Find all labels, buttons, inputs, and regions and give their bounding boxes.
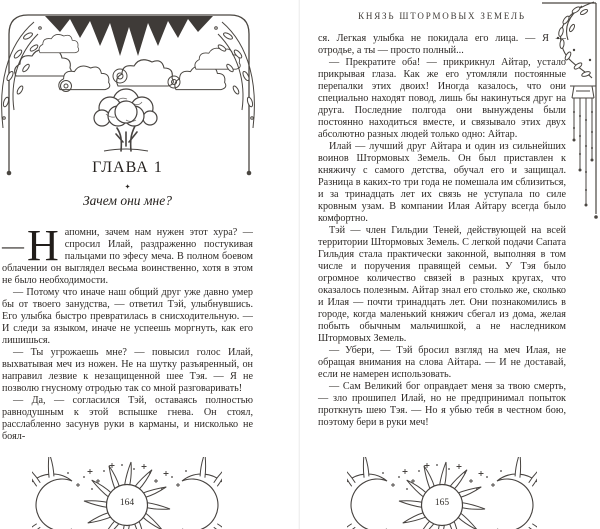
page-text-left: [2, 221, 253, 443]
page-number: 164: [119, 498, 135, 508]
paragraph: — Да, — согласился Тэй, оставаясь полностью равнодушным к этой вспышке гнева. Он стоял, расслабленно засунув руки в карманы, и нисколько не боял-: [2, 395, 253, 442]
page-text-right: [318, 33, 566, 429]
paragraph: — Сам Великий бог оправдает меня за твою смерть, — зло прошипел Илай, но не предпринимал попыток проткнуть шею Тэя. — Но я убью тебя в честном бою, поэтому бери в руки меч!: [318, 381, 566, 428]
diamond-divider-icon: ✦: [124, 183, 131, 191]
drop-cap: [2, 221, 59, 270]
paragraph: — Ты угрожаешь мне? — повысил голос Илай, выхватывая меч из ножен. Не на шутку разъяренный, он направил лезвие к незащищенной шее Тэя. — Я не позволю гнусному отродью так со мной разговаривать!: [2, 347, 253, 394]
paragraph: Илай — лучший друг Айтара и один из сильнейших воинов Штормовых Земель. Он был приставлен к княжичу с самого детства, обучал его и защищал. Разница в каких-то три года не помешала им сблизиться, и за тринадцать лет их связь не уступала по силе кровным узам. В компании Илая Айтару всегда было комфортно.: [318, 141, 566, 224]
paragraph: ся. Легкая улыбка не покидала его лица. — Я — отродье, а ты — просто полный...: [318, 33, 566, 56]
page-right[interactable]: [300, 0, 600, 529]
paragraph: — Прекратите оба! — прикрикнул Айтар, устало прикрывая глаза. Как же его утомляли постоянные перепалки этих двоих! Иногда казалось, что они специально находят повод, лишь бы накинуться друг на друга. Последние полгода они вынуждены были постоянно находиться вместе, и связывало этих двух абсолютно разных людей только одно: Айтар.: [318, 57, 566, 140]
sun-moon-ornament: [347, 457, 537, 529]
drop-cap-letter: Н: [27, 221, 59, 270]
drop-cap-dash: —: [2, 233, 24, 258]
page-number: 165: [434, 498, 450, 508]
sun-moon-ornament-icon: [347, 457, 537, 529]
paragraph: — Потому что иначе наш общий друг уже давно умер бы от твоего занудства, — ответил Тэй, улыбнувшись. Его улыбка быстро превратилась в снисходительную. — И следи за языком, иначе не успеешь моргнуть, как его лишишься.: [2, 287, 253, 346]
sun-moon-ornament-icon: [32, 457, 222, 529]
sun-moon-ornament: [32, 457, 222, 529]
paragraph-text: апомни, зачем нам нужен этот хура? — спросил Илай, раздраженно постукивая пальцами по эфесу меча. В полном боевом облачении он выглядел весьма воинственно, хотя в этом не было необходимости.: [2, 227, 253, 286]
paragraph: Тэй — член Гильдии Теней, действующей на всей территории Штормовых Земель. С легкой подачи Сапата Гильдия стала практически законной, выполняя в том числе и поручения правящей семьи. У Тэя было огромное количество связей в разных кругах, что оказалось полезным. Айтар знал его столько же, сколько и Илая — почти тринадцать лет. Они познакомились в городе, когда маленький княжич сбегал из дома, желая побыть обычным мальчишкой, а не наследником Штормовых Земель.: [318, 225, 566, 344]
tree-icon: [90, 86, 162, 154]
running-header: КНЯЗЬ ШТОРМОВЫХ ЗЕМЕЛЬ: [358, 11, 526, 21]
chapter-subtitle: Зачем они мне?: [83, 193, 172, 208]
paragraph: — Убери, — Тэй бросил взгляд на меч Илая, не обращая внимания на слова Айтара. — И не доставай, если не намерен использовать.: [318, 345, 566, 380]
chapter-title: ГЛАВА 1: [92, 159, 163, 176]
paragraph: [2, 221, 253, 287]
